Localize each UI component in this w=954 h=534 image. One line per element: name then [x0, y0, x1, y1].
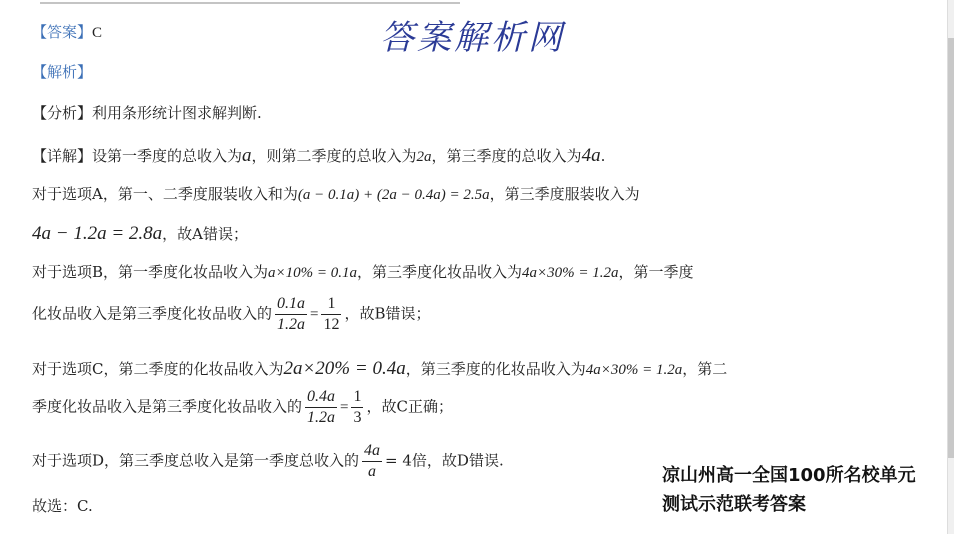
cropped-top-text-trace: [40, 0, 460, 4]
option-c-text-1: 对于选项C，第二季度的化妆品收入为: [32, 360, 284, 378]
detail-text-1: 设第一季度的总收入为: [92, 147, 243, 165]
fraction-denominator: 1.2a: [277, 316, 306, 333]
fraction-denominator: 3: [353, 409, 362, 426]
option-c-expr-1: 2a×20% = 0.4a: [283, 358, 406, 379]
corner-caption-line-1: 凉山州高一全国100所名校单元: [662, 465, 916, 486]
option-c-expr-2: 4a×30% = 1.2a: [585, 362, 683, 378]
analysis-tag: 【解析】: [32, 63, 93, 81]
option-b-text-3: ，第一季度: [618, 263, 694, 281]
fraction-denominator: 1.2a: [307, 409, 336, 426]
detail-var-a: a: [242, 145, 252, 166]
answer-line: [32, 25, 102, 41]
watermark-title: 答案解析网: [380, 18, 565, 58]
fenxi-text: 利用条形统计图求解判断.: [92, 104, 262, 122]
detail-var-4a: 4a: [581, 145, 601, 166]
option-a-line-2: [32, 224, 248, 243]
option-b-fraction-2: [321, 296, 341, 333]
option-c-fraction-2: [351, 389, 363, 426]
option-b-text-5: ，故B错误；: [344, 304, 431, 323]
choose-line: 故选：C.: [32, 497, 93, 515]
option-d-text-1: 对于选项D，第三季度总收入是第一季度总收入的: [32, 451, 360, 470]
detail-var-2a: 2a: [416, 149, 432, 165]
option-b-expr-2: 4a×30% = 1.2a: [522, 265, 619, 281]
option-b-line-1: [32, 265, 694, 281]
option-b-text-1: 对于选项B，第一季度化妆品收入为: [32, 263, 269, 281]
option-b-text-2: ，第三季度化妆品收入为: [357, 263, 523, 281]
option-c-text-4: 季度化妆品收入是第三季度化妆品收入的: [32, 397, 303, 416]
detail-text-4: .: [600, 147, 606, 165]
option-a-line-1: [32, 187, 640, 203]
option-a-text-3: ，故A错误；: [162, 225, 248, 243]
option-c-fraction-1: [305, 389, 337, 426]
option-d-fraction: [362, 443, 382, 480]
option-b-fraction-1: [275, 296, 307, 333]
option-a-text-2: ，第三季度服装收入为: [489, 185, 640, 203]
fenxi-line: [32, 106, 262, 121]
analysis-tag-line: [32, 65, 92, 80]
option-d-text-2: = 4倍，故D错误.: [385, 451, 504, 470]
option-c-text-5: ，故C正确；: [366, 397, 453, 416]
corner-caption-line-2: 测试示范联考答案: [662, 494, 806, 515]
option-a-expr-2: 4a − 1.2a = 2.8a: [32, 223, 163, 244]
fraction-numerator: 1: [351, 389, 363, 408]
option-c-line-2: [32, 389, 453, 426]
option-a-expr: (a − 0.1a) + (2a − 0.4a) = 2.5a: [297, 187, 490, 203]
detail-tag: 【详解】: [32, 147, 93, 165]
detail-line: [32, 146, 605, 165]
option-b-expr-1: a×10% = 0.1a: [268, 265, 358, 281]
fraction-denominator: a: [368, 463, 377, 480]
option-b-text-4: 化妆品收入是第三季度化妆品收入的: [32, 304, 273, 323]
fraction-numerator: 0.1a: [275, 296, 307, 315]
option-b-line-2: [32, 296, 431, 333]
detail-text-2: ，则第二季度的总收入为: [251, 147, 417, 165]
option-c-line-1: [32, 359, 727, 378]
corner-caption: [662, 461, 916, 519]
option-c-text-3: ，第二: [682, 360, 728, 378]
fenxi-tag: 【分析】: [32, 104, 93, 122]
option-d-line: [32, 443, 504, 480]
answer-value: C: [92, 25, 103, 41]
fraction-numerator: 4a: [362, 443, 382, 462]
scrollbar-thumb[interactable]: [948, 38, 954, 458]
detail-text-3: ，第三季度的总收入为: [431, 147, 582, 165]
fraction-numerator: 1: [321, 296, 341, 315]
equals-sign: =: [310, 306, 319, 323]
option-c-text-2: ，第三季度的化妆品收入为: [405, 360, 586, 378]
option-a-text-1: 对于选项A，第一、二季度服装收入和为: [32, 185, 298, 203]
equals-sign: =: [340, 399, 349, 416]
vertical-scrollbar[interactable]: [947, 0, 954, 534]
fraction-numerator: 0.4a: [305, 389, 337, 408]
answer-tag: 【答案】: [32, 23, 93, 41]
fraction-denominator: 12: [323, 316, 340, 333]
